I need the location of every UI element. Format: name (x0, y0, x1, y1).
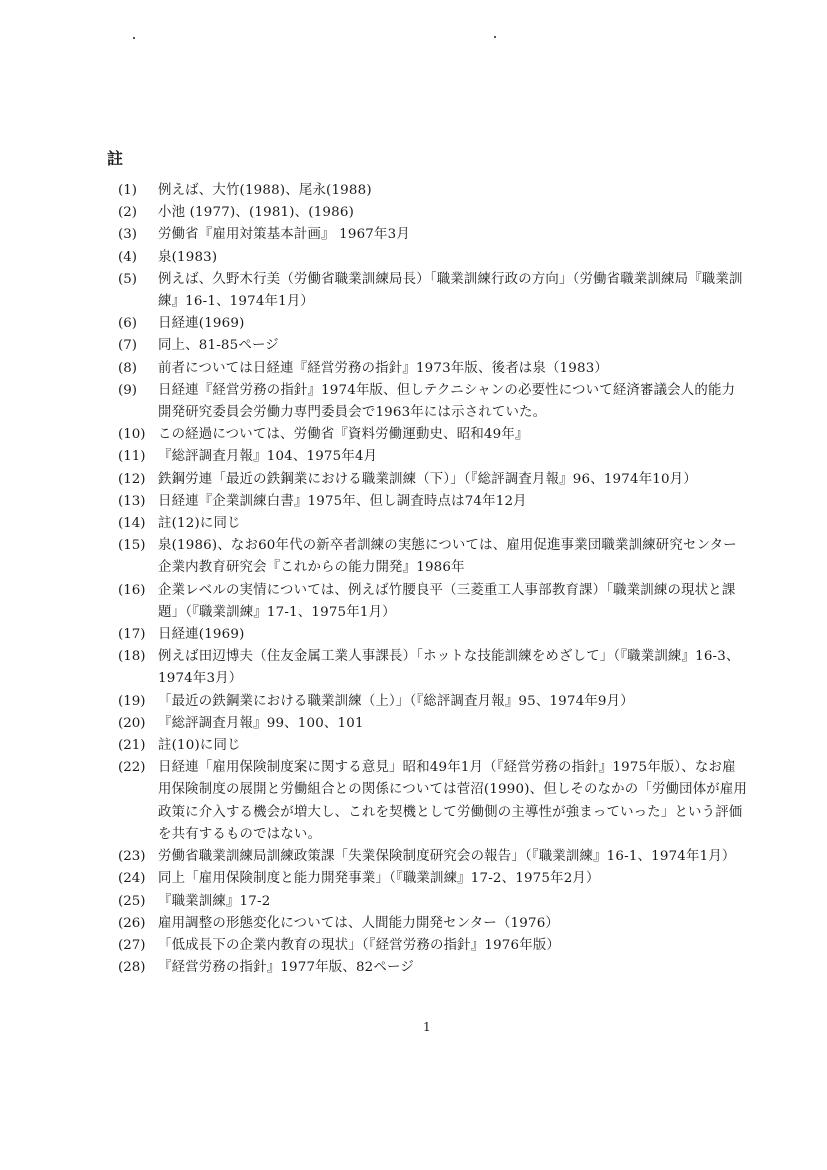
note-number: (4) (118, 249, 137, 265)
note-text: 日経連「雇用保険制度案に関する意見」昭和49年1月（『経営労務の指針』1975年版）、なお雇用保険制度の展開と労働組合との関係については菅沼(1990)、但しそのなかの「労働団体が雇用政策に介入する機会が増大し、これを契機として労働側の主導性が強まっていった」という評価を共有するものではない。 (158, 760, 748, 842)
note-item (118, 202, 748, 224)
note-item (118, 624, 748, 646)
page-number: 1 (423, 1020, 431, 1034)
note-text: 例えば、久野木行美（労働省職業訓練局長）「職業訓練行政の方向」（労働省職業訓練局『職業訓練』16-1、1974年1月） (158, 271, 743, 310)
note-item (118, 868, 748, 890)
note-number: (24) (118, 871, 146, 887)
note-item (118, 846, 748, 868)
notes-heading: 註 (107, 149, 125, 168)
note-number: (25) (118, 893, 146, 909)
note-number: (1) (118, 183, 137, 198)
note-number: (20) (118, 715, 146, 731)
note-text: 『経営労務の指針』1977年版、82ページ (158, 960, 414, 976)
note-text: 例えば、大竹(1988)、尾永(1988) (158, 183, 372, 198)
note-number: (3) (118, 227, 137, 243)
note-number: (7) (118, 338, 137, 354)
note-number: (16) (118, 582, 146, 598)
note-number: (5) (118, 271, 137, 287)
note-number: (28) (118, 960, 146, 976)
note-text: 註(10)に同じ (158, 738, 241, 754)
note-item (118, 713, 748, 735)
note-item (118, 247, 748, 269)
note-text: 「最近の鉄鋼業における職業訓練（上）」（『総評調査月報』95、1974年9月） (158, 693, 634, 709)
note-item (118, 513, 748, 535)
note-number: (6) (118, 316, 137, 332)
note-number: (10) (118, 427, 146, 443)
note-item (118, 935, 748, 957)
note-item (118, 691, 748, 713)
note-item (118, 224, 748, 246)
note-text: 日経連『企業訓練白書』1975年、但し調査時点は74年12月 (158, 493, 527, 509)
note-number: (15) (118, 538, 146, 554)
note-text: 鉄鋼労連「最近の鉄鋼業における職業訓練（下）」（『総評調査月報』96、1974年10月） (158, 471, 697, 487)
note-text: 小池 (1977)、(1981)、(1986) (158, 205, 354, 221)
note-text: 雇用調整の形態変化については、人間能力開発センター（1976） (158, 915, 560, 931)
note-text: 「低成長下の企業内教育の現状」（『経営労務の指針』1976年版） (158, 937, 561, 953)
note-text: 『総評調査月報』99、100、101 (158, 715, 364, 731)
note-number: (21) (118, 738, 146, 754)
note-text: 労働省『雇用対策基本計画』 1967年3月 (158, 227, 410, 243)
note-number: (9) (118, 382, 137, 398)
note-number: (13) (118, 493, 146, 509)
note-text: 註(12)に同じ (158, 516, 241, 532)
note-text: 泉(1983) (158, 249, 218, 265)
note-number: (2) (118, 205, 137, 221)
note-number: (27) (118, 937, 146, 953)
note-item (118, 735, 748, 757)
note-text: 前者については日経連『経営労務の指針』1973年版、後者は泉（1983） (158, 360, 609, 376)
note-item (118, 646, 748, 690)
note-item (118, 580, 748, 624)
note-number: (8) (118, 360, 137, 376)
note-item (118, 491, 748, 513)
note-item (118, 757, 748, 846)
note-item (118, 313, 748, 335)
note-text: 同上、81-85ページ (158, 338, 279, 354)
note-text: 日経連『経営労務の指針』1974年版、但しテクニシャンの必要性について経済審議会人的能力開発研究委員会労働力専門委員会で1963年には示されていた。 (158, 382, 736, 421)
note-item (118, 380, 748, 424)
note-text: 泉(1986)、なお60年代の新卒者訓練の実態については、雇用促進事業団職業訓練研究センター企業内教育研究会『これからの能力開発』1986年 (158, 538, 737, 576)
note-item (118, 180, 748, 202)
note-item (118, 957, 748, 979)
scan-speck (494, 36, 496, 38)
note-item (118, 446, 748, 468)
note-text: 労働省職業訓練局訓練政策課「失業保険制度研究会の報告」（『職業訓練』16-1、1974年1月） (158, 849, 736, 865)
note-number: (23) (118, 849, 146, 865)
note-number: (14) (118, 516, 146, 532)
note-text: 日経連(1969) (158, 627, 245, 643)
note-text: 例えば田辺博夫（住友金属工業人事課長）「ホットな技能訓練をめざして」（『職業訓練』16-3、1974年3月） (158, 649, 740, 687)
note-item (118, 913, 748, 935)
note-text: この経過については、労働省『資料労働運動史、昭和49年』 (158, 427, 529, 443)
note-text: 同上「雇用保険制度と能力開発事業」（『職業訓練』17-2、1975年2月） (158, 871, 600, 887)
note-number: (11) (118, 449, 146, 465)
note-number: (19) (118, 693, 146, 709)
note-number: (12) (118, 471, 146, 487)
note-text: 『職業訓練』17-2 (158, 893, 271, 909)
note-number: (26) (118, 915, 146, 931)
note-number: (17) (118, 627, 146, 643)
notes-list (118, 180, 748, 979)
note-item (118, 424, 748, 446)
note-item (118, 358, 748, 380)
note-item (118, 269, 748, 313)
note-text: 日経連(1969) (158, 316, 245, 332)
note-text: 『総評調査月報』104、1975年4月 (158, 449, 378, 465)
note-number: (18) (118, 649, 146, 665)
note-item (118, 469, 748, 491)
note-item (118, 891, 748, 913)
scan-speck (133, 37, 135, 39)
note-item (118, 535, 748, 579)
note-text: 企業レベルの実情については、例えば竹腰良平（三菱重工人事部教育課）「職業訓練の現状と課題」（『職業訓練』17-1、1975年1月） (158, 582, 736, 620)
note-number: (22) (118, 760, 146, 776)
note-item (118, 335, 748, 357)
